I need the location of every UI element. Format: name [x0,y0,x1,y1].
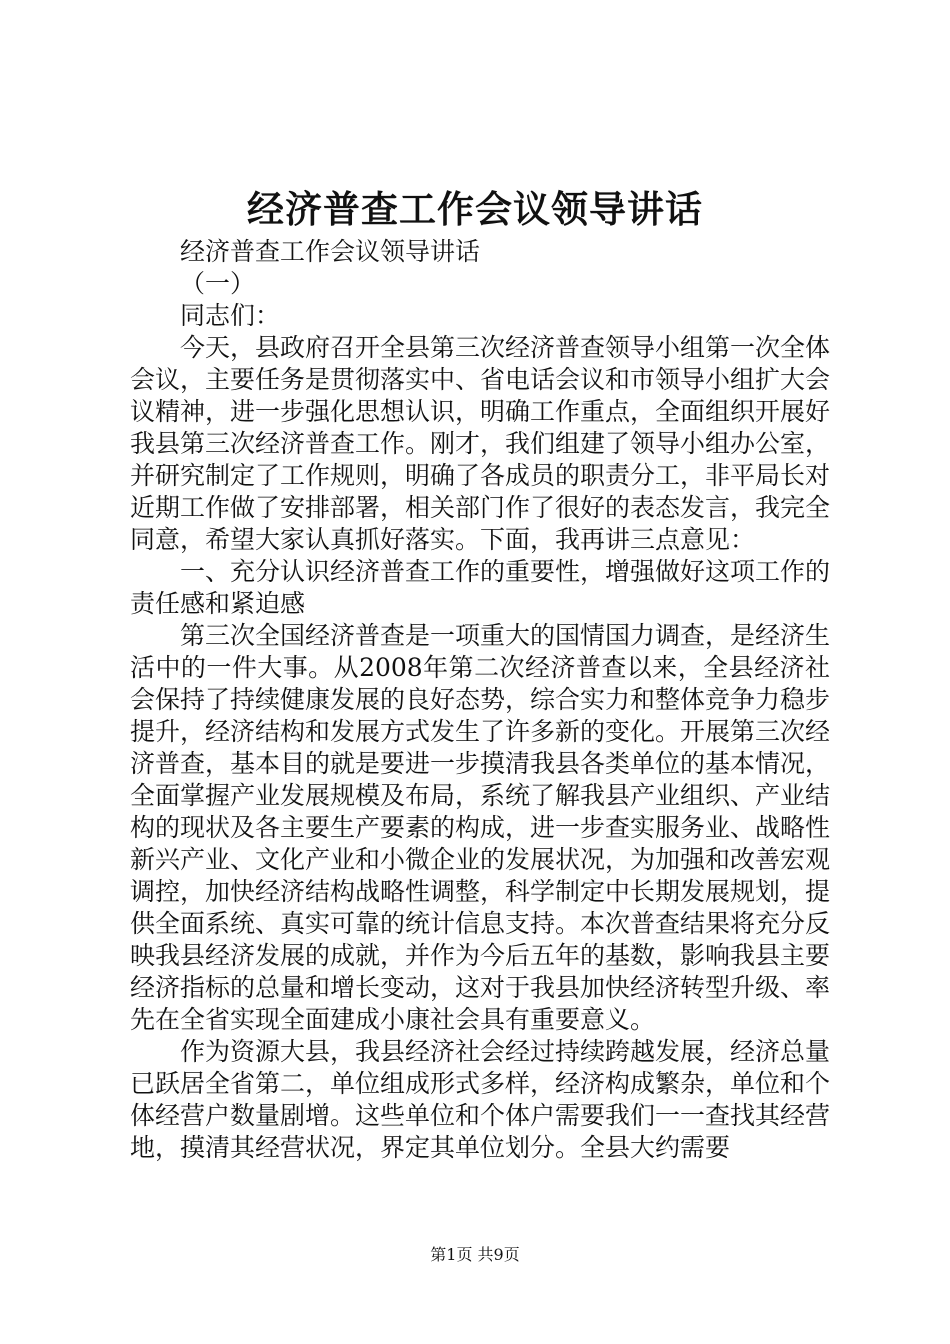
subtitle-paragraph: 经济普查工作会议领导讲话 [180,237,481,266]
document-title: 经济普查工作会议领导讲话 [247,187,703,231]
salutation-paragraph: 同志们： [180,301,281,330]
section-number-paragraph: （一） [180,269,256,298]
body-paragraph: 第三次全国经济普查是一项重大的国情国力调查，是经济生活中的一件大事。从2008年第二次经济普查以来，全县经济社会保持了持续健康发展的良好态势，综合实力和整体竞争力稳步提升，经济结构和发展方式发生了许多新的变化。开展第三次经济普查，基本目的就是要进一步摸清我县各类单位的基本情况，全面掌握产业发展规模及布局，系统了解我县产业组织、产业结构的现状及各主要生产要素的构成，进一步查实服务业、战略性新兴产业、文化产业和小微企业的发展状况，为加强和改善宏观调控，加快经济结构战略性调整，科学制定中长期发展规划，提供全面系统、真实可靠的统计信息支持。本次普查结果将充分反映我县经济发展的成就，并作为今后五年的基数，影响我县主要经济指标的总量和增长变动，这对于我县加快经济转型升级、率先在全省实现全面建成小康社会具有重要意义。 [130,621,831,1034]
page-footer: 第1页 共9页 [430,1245,520,1264]
document-body [130,236,830,1164]
body-paragraph: 作为资源大县，我县经济社会经过持续跨越发展，经济总量已跃居全省第二，单位组成形式多样，经济构成繁杂，单位和个体经营户数量剧增。这些单位和个体户需要我们一一查找其经营地，摸清其经营状况，界定其单位划分。全县大约需要 [130,1037,831,1162]
body-paragraph: 今天，县政府召开全县第三次经济普查领导小组第一次全体会议，主要任务是贯彻落实中、省电话会议和市领导小组扩大会议精神，进一步强化思想认识，明确工作重点，全面组织开展好我县第三次经济普查工作。刚才，我们组建了领导小组办公室，并研究制定了工作规则，明确了各成员的职责分工，非平局长对近期工作做了安排部署，相关部门作了很好的表态发言，我完全同意，希望大家认真抓好落实。下面，我再讲三点意见： [130,333,831,554]
heading-paragraph: 一、充分认识经济普查工作的重要性，增强做好这项工作的责任感和紧迫感 [130,557,831,618]
